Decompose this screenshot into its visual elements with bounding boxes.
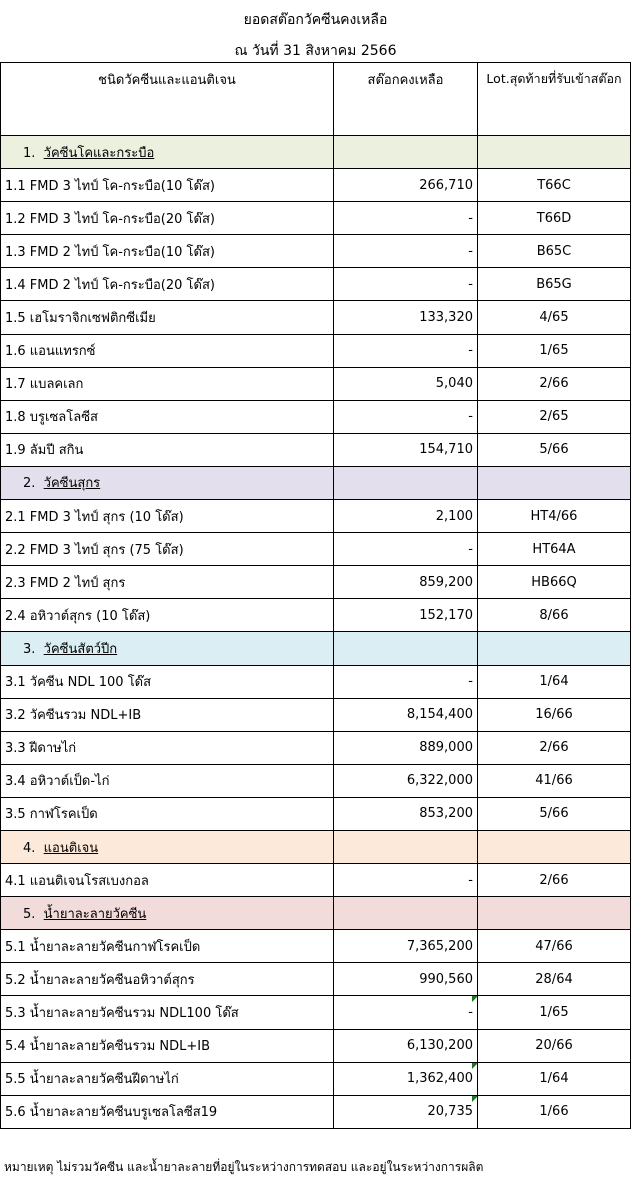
item-lot: B65C [478,235,631,268]
table-row [1,731,631,764]
item-stock-value: - [468,409,473,425]
table-row [1,433,631,466]
comment-marker-icon [472,1063,478,1069]
item-stock-value: 853,200 [419,806,473,822]
item-lot: 41/66 [478,764,631,797]
page-title: ยอดสต๊อกวัคซีนคงเหลือ [243,12,388,28]
item-name: 3.2 วัคซีนรวม NDL+IB [1,698,334,731]
category-stock-cell [334,632,478,665]
table-row [1,599,631,632]
category-label [1,466,334,499]
table-row [1,1062,631,1095]
category-lot-cell [478,632,631,665]
table-row [1,202,631,235]
item-stock-value: 990,560 [419,971,473,987]
category-lot-cell [478,136,631,169]
category-stock-cell [334,897,478,930]
item-name: 1.9 ลัมปี สกิน [1,433,334,466]
item-stock-value: - [468,276,473,292]
item-stock-value: 2,100 [435,508,473,524]
item-lot: 5/66 [478,433,631,466]
item-stock [334,500,478,533]
category-stock-cell [334,136,478,169]
item-lot: 1/66 [478,1095,631,1128]
category-label [1,136,334,169]
item-lot: 2/66 [478,367,631,400]
item-stock [334,599,478,632]
item-name: 1.7 แบลคเลก [1,367,334,400]
item-stock-value: 1,362,400 [406,1071,473,1087]
item-stock-value: - [468,872,473,888]
item-stock-value: 8,154,400 [406,707,473,723]
item-lot: 2/65 [478,400,631,433]
item-stock [334,764,478,797]
item-name: 1.1 FMD 3 ไทป์ โค-กระบือ(10 โด๊ส) [1,169,334,202]
category-lot-cell [478,466,631,499]
category-lot-cell [478,830,631,863]
item-name: 2.1 FMD 3 ไทป์ สุกร (10 โด๊ส) [1,500,334,533]
category-number: 5. [23,906,36,922]
category-stock-cell [334,830,478,863]
category-title: แอนติเจน [43,840,99,856]
table-row [1,665,631,698]
item-stock-value: 889,000 [419,740,473,756]
header-name: ชนิดวัคซีนและแอนติเจน [1,63,334,136]
item-name: 3.1 วัคซีน NDL 100 โด๊ส [1,665,334,698]
table-row [1,1029,631,1062]
header-lot: Lot.สุดท้ายที่รับเข้าสต๊อก [478,63,631,136]
table-row [1,698,631,731]
item-stock [334,996,478,1029]
category-stock-cell [334,466,478,499]
item-lot: HT4/66 [478,500,631,533]
item-name: 1.5 เฮโมราจิกเซฟติกซีเมีย [1,301,334,334]
item-stock-value: 5,040 [435,376,473,392]
table-row [1,864,631,897]
item-stock [334,731,478,764]
item-lot: 1/64 [478,665,631,698]
item-lot: T66D [478,202,631,235]
footnote: หมายเหตุ ไม่รวมวัคซีน และน้ำยาละลายที่อยู่ในระหว่างการทดสอบ และอยู่ในระหว่างการผลิต [4,1160,484,1174]
category-number: 1. [23,145,36,161]
item-name: 5.3 น้ำยาละลายวัคซีนรวม NDL100 โด๊ส [1,996,334,1029]
item-stock [334,334,478,367]
item-stock [334,665,478,698]
item-stock [334,301,478,334]
item-stock [334,169,478,202]
table-row [1,169,631,202]
table-row [1,334,631,367]
table-row [1,301,631,334]
item-stock [334,268,478,301]
item-stock-value: 6,322,000 [406,773,473,789]
item-name: 1.3 FMD 2 ไทป์ โค-กระบือ(10 โด๊ส) [1,235,334,268]
item-name: 1.8 บรูเซลโลซีส [1,400,334,433]
item-lot: T66C [478,169,631,202]
item-name: 5.4 น้ำยาละลายวัคซีนรวม NDL+IB [1,1029,334,1062]
item-stock-value: 154,710 [419,442,473,458]
item-stock [334,864,478,897]
item-lot: 1/65 [478,334,631,367]
item-name: 5.6 น้ำยาละลายวัคซีนบรูเซลโลซีส19 [1,1095,334,1128]
item-lot: 1/65 [478,996,631,1029]
item-stock-value: - [468,243,473,259]
item-lot: 16/66 [478,698,631,731]
item-stock [334,1029,478,1062]
item-lot: 28/64 [478,963,631,996]
table-row [1,963,631,996]
item-stock-value: - [468,674,473,690]
comment-marker-icon [472,996,478,1002]
category-row [1,897,631,930]
item-lot: 4/65 [478,301,631,334]
item-stock-value: - [468,541,473,557]
item-stock [334,400,478,433]
stock-table-body [1,136,631,1129]
item-stock-value: 152,170 [419,607,473,623]
item-lot: 8/66 [478,599,631,632]
table-row [1,367,631,400]
category-row [1,136,631,169]
item-name: 2.4 อหิวาต์สุกร (10 โด๊ส) [1,599,334,632]
item-stock [334,963,478,996]
item-name: 3.4 อหิวาต์เป็ด-ไก่ [1,764,334,797]
item-name: 3.5 กาฬโรคเป็ด [1,797,334,830]
item-name: 5.1 น้ำยาละลายวัคซีนกาฬโรคเป็ด [1,930,334,963]
item-stock-value: - [468,343,473,359]
page-subtitle: ณ วันที่ 31 สิงหาคม 2566 [234,43,397,59]
header-row [1,63,631,136]
item-name: 2.2 FMD 3 ไทป์ สุกร (75 โด๊ส) [1,533,334,566]
table-row [1,566,631,599]
item-lot: 20/66 [478,1029,631,1062]
category-row [1,632,631,665]
category-row [1,466,631,499]
item-stock [334,566,478,599]
item-stock [334,797,478,830]
item-stock-value: 6,130,200 [406,1038,473,1054]
item-stock [334,930,478,963]
table-row [1,268,631,301]
table-row [1,500,631,533]
item-lot: 2/66 [478,864,631,897]
item-name: 4.1 แอนติเจนโรสเบงกอล [1,864,334,897]
category-label [1,830,334,863]
item-stock [334,1062,478,1095]
item-name: 3.3 ฝีดาษไก่ [1,731,334,764]
item-stock [334,533,478,566]
category-title: น้ำยาละลายวัคซีน [43,906,147,922]
item-name: 5.2 น้ำยาละลายวัคซีนอหิวาต์สุกร [1,963,334,996]
item-name: 1.2 FMD 3 ไทป์ โค-กระบือ(20 โด๊ส) [1,202,334,235]
table-row [1,764,631,797]
table-row [1,930,631,963]
item-lot: HB66Q [478,566,631,599]
category-row [1,830,631,863]
category-label [1,897,334,930]
table-row [1,1095,631,1128]
item-name: 5.5 น้ำยาละลายวัคซีนฝีดาษไก่ [1,1062,334,1095]
header-stock: สต๊อกคงเหลือ [334,63,478,136]
category-number: 3. [23,641,36,657]
item-stock-value: 20,735 [427,1104,473,1120]
item-stock [334,1095,478,1128]
comment-marker-icon [472,1096,478,1102]
item-stock [334,698,478,731]
item-lot: B65G [478,268,631,301]
category-title: วัคซีนสุกร [43,476,101,492]
category-label [1,632,334,665]
table-row [1,533,631,566]
category-title: วัคซีนโคและกระบือ [43,145,155,161]
item-stock [334,235,478,268]
item-stock-value: 133,320 [419,310,473,326]
item-stock [334,202,478,235]
item-lot: 2/66 [478,731,631,764]
item-stock-value: 7,365,200 [406,938,473,954]
item-stock-value: 859,200 [419,574,473,590]
item-stock-value: - [468,210,473,226]
category-number: 4. [23,840,36,856]
table-row [1,400,631,433]
item-name: 1.6 แอนแทรกซ์ [1,334,334,367]
table-row [1,996,631,1029]
item-name: 1.4 FMD 2 ไทป์ โค-กระบือ(20 โด๊ส) [1,268,334,301]
item-lot: HT64A [478,533,631,566]
item-stock-value: 266,710 [419,177,473,193]
item-stock [334,433,478,466]
item-stock-value: - [468,1004,473,1020]
item-lot: 1/64 [478,1062,631,1095]
category-title: วัคซีนสัตว์ปีก [43,641,118,657]
item-lot: 47/66 [478,930,631,963]
table-row [1,797,631,830]
category-lot-cell [478,897,631,930]
item-name: 2.3 FMD 2 ไทป์ สุกร [1,566,334,599]
table-row [1,235,631,268]
item-stock [334,367,478,400]
item-lot: 5/66 [478,797,631,830]
category-number: 2. [23,476,36,492]
stock-table [0,62,631,1129]
